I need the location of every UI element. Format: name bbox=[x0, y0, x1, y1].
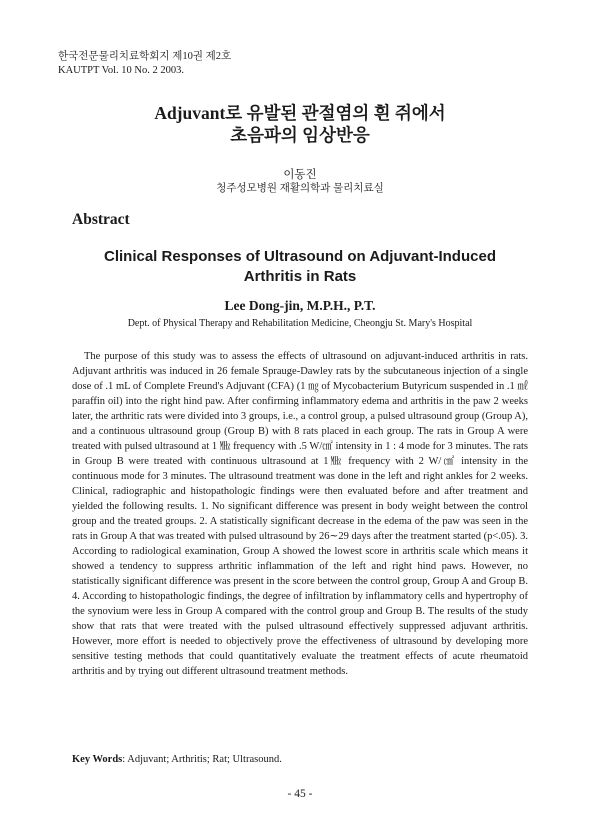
keywords-text: : Adjuvant; Arthritis; Rat; Ultrasound. bbox=[122, 754, 282, 765]
keywords-label: Key Words bbox=[72, 754, 123, 765]
korean-title bbox=[0, 102, 600, 146]
korean-title-line-2: 초음파의 임상반응 bbox=[230, 125, 370, 145]
english-title-line-1: Clinical Responses of Ultrasound on Adjuvant-Induced bbox=[104, 248, 496, 265]
english-author: Lee Dong-jin, M.P.H., P.T. bbox=[224, 298, 376, 313]
english-title bbox=[70, 247, 530, 287]
journal-header bbox=[58, 50, 231, 78]
korean-affiliation: 청주성모병원 재활의학과 물리치료실 bbox=[216, 183, 384, 194]
english-title-line-2: Arthritis in Rats bbox=[243, 268, 357, 285]
journal-name-korean: 한국전문물리치료학회지 제10권 제2호 bbox=[58, 51, 232, 62]
keywords bbox=[72, 754, 282, 765]
abstract-heading: Abstract bbox=[72, 211, 130, 228]
korean-author: 이동진 bbox=[283, 169, 317, 181]
page-number: - 45 - bbox=[287, 788, 313, 800]
journal-citation: KAUTPT Vol. 10 No. 2 2003. bbox=[58, 65, 185, 76]
abstract-body: The purpose of this study was to assess the effects of ultrasound on adjuvant-induced arthritis in rats. Adjuvant arthritis was induced in 26 female Sprauge-Dawley rats by the subcutaneous injection of a single dose of .1 mL of Complete Freund's Adjuvant (CFA) (1 ㎎ of Mycobacterium Butyricum suspended in .1 ㎖ paraffin oil) into the right hind paw. After confirming inflammatory edema and arthritis in the paw 2 weeks later, the arthritic rats were divided into 3 groups, i.e., a control group, a pulsed ultrasound group (Group A), and a continuous ultrasound group (Group B) with 8 rats placed in each group. The rats in Group A were treated with pulsed ultrasound at 1 ㎒ frequency with .5 W/㎠ intensity in 1 : 4 mode for 3 minutes. The rats in Group B were treated with continuous ultrasound at 1㎒ frequency with 2 W/㎠ intensity in the continuous mode for 3 minutes. The ultrasound treatment was done in the left and right ankles for 2 weeks. Clinical, radiographic and histopathologic findings were then evaluated before and after treatment and yielded the following results. 1. No significant difference was present in body weight between the control group and the treated groups. 2. A statistically significant decrease in the edema of the paw was seen in the rats in Group A that was treated with pulsed ultrasound by 26∼29 days after the treatment started (p<.05). 3. According to radiological examination, Group A showed the lowest score in arthritis scale which means it showed a tendency to suppress arthritic inflammation of the left and right hind paws. However, no statistically significant difference was present in the score between the control group, Group A and Group B. 4. According to histopathologic findings, the degree of infiltration by inflammatory cells and hypertrophy of the synovium were less in Group A compared with the control group and Group B. The results of the study show that rats that were treated with the pulsed ultrasound effectively suppressed adjuvant arthritis. However, more effort is needed to objectively prove the effectiveness of ultrasound by developing more sensitive testing methods that could quantitatively evaluate the treatment effects of acute rheumatoid arthritis and by trying out different ultrasound treatment methods. bbox=[72, 351, 528, 677]
english-affiliation: Dept. of Physical Therapy and Rehabilitation Medicine, Cheongju St. Mary's Hospital bbox=[127, 318, 473, 329]
korean-title-line-1: Adjuvant로 유발된 관절염의 흰 쥐에서 bbox=[154, 103, 446, 123]
